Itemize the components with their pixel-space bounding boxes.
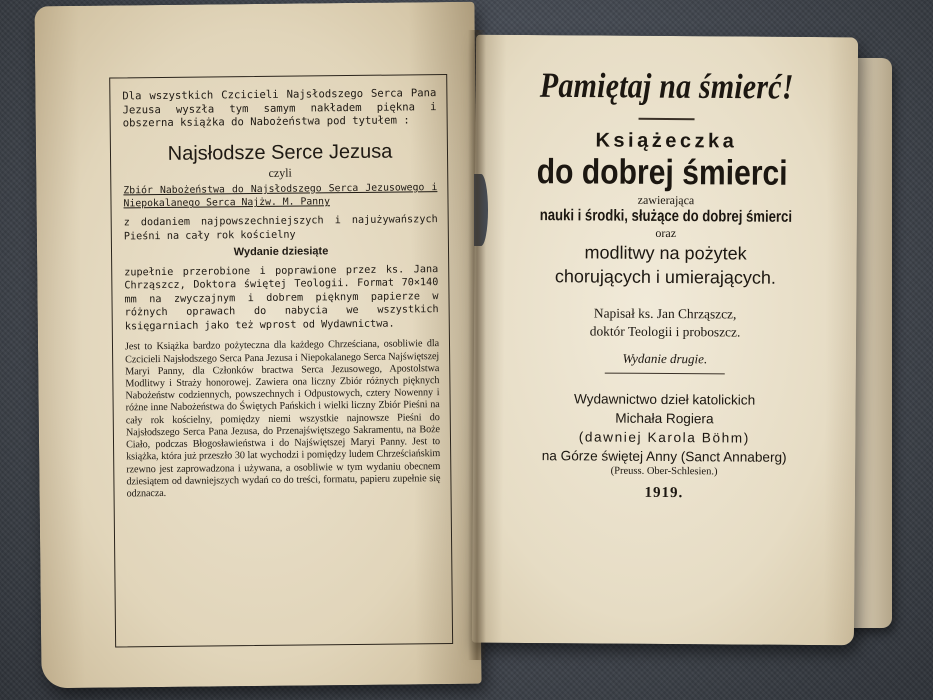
left-page — [34, 2, 481, 689]
right-page — [472, 35, 858, 646]
ad-book-title: Najsłodsze Serce Jezusa — [167, 140, 393, 165]
containing-label: zawierająca — [637, 192, 695, 207]
ad-czyli: czyli — [268, 165, 292, 180]
book-title-line2: do dobrej śmierci — [536, 151, 788, 193]
publisher-line4: na Górze świętej Anny (Sanct Annaberg) — [541, 447, 787, 465]
ad-edition: Wydanie dziesiąte — [233, 245, 329, 259]
author-line2: doktór Teologii i proboszcz. — [589, 322, 741, 340]
publisher-line2: Michała Rogiera — [615, 410, 714, 426]
ad-description: Jest to Książka bardzo pożyteczna dla każdego Chrześciana, osobliwie dla Czcicieli Najsłodszego Serca Pana Jezusa i Niepokalanego Serca Najświętszej Maryi Panny, dla Członków bractwa Serca Jezusowego, Apostolstwa Modlitwy i Straży honorowej. Zawiera ona liczny Zbiór różnych pięknych Nabożeństw codziennych, powszechnych i Odpustowych, cztery Nowenny i różne inne Nabożeństwa do Świętych Pańskich i wielki liczny Zbiór Pieśni na cały rok kościelny, pomiędzy niemi wszystkie najnowsze Pieśni do Najsłodszego Serca Pana Jezusa, do Przenajświętszego Sakramentu, na Boże Ciało, podczas Błogosławieństwa i do Najświętszej Maryi Panny. Jest to książka, która już przeszło 30 lat wychodzi i pomiędzy ludem Chrześciańskim rzewno jest zaprowadzona i używana, a osobliwie w tym wydaniu obecnem dziesiątem od dawniejszych wydań co do treści, formatu, papieru zupełnie się odznacza. — [124, 338, 441, 500]
edition-rule — [605, 372, 725, 374]
publisher-line5: (Preuss. Ober-Schlesien.) — [610, 465, 718, 477]
contents-line2: modlitwy na pożytek — [584, 241, 747, 264]
book-title-line1: Książeczka — [595, 129, 738, 152]
publication-year: 1919. — [644, 484, 684, 501]
ad-intro-text: Dla wszystkich Czcicieli Najsłodszego Serca Pana Jezusa wyszła tym samym nakładem piękna i obszerna książka do Nabożeństwa pod tytułem : — [122, 87, 437, 130]
and-label: oraz — [655, 225, 677, 240]
contents-line1: nauki i środki, służące do dobrej śmierci — [539, 206, 793, 226]
ad-revision: zupełnie przerobione i poprawione przez ks. Jana Chrząszcz, Doktora świętej Teologii. Format 70×140 mm na zwyczajnym i dobrem pięknym papierze w różnych oprawach do nabycia we wszystkich księgarniach jako też wprost od Wydawnictwa. — [124, 263, 439, 333]
ad-subtitle: Zbiór Nabożeństwa do Najsłodszego Serca Jezusowego i Niepokalanego Serca Najżw. M. Panny — [123, 182, 438, 210]
title-page — [473, 35, 858, 503]
motto: Pamiętaj na śmierć! — [539, 66, 794, 107]
edition-label: Wydanie drugie. — [622, 350, 708, 366]
page-tear — [474, 174, 488, 246]
advertisement-box — [109, 74, 453, 648]
ad-additions: z dodaniem najpowszechniejszych i najużywańszych Pieśni na cały rok kościelny — [123, 214, 438, 242]
publisher-line3: (dawniej Karola Böhm) — [578, 428, 750, 446]
contents-line3: chorujących i umierających. — [554, 265, 777, 288]
publisher-line1: Wydawnictwo dzieł katolickich — [573, 390, 756, 408]
title-rule — [639, 118, 695, 120]
author-line1: Napisał ks. Jan Chrząszcz, — [593, 305, 737, 321]
